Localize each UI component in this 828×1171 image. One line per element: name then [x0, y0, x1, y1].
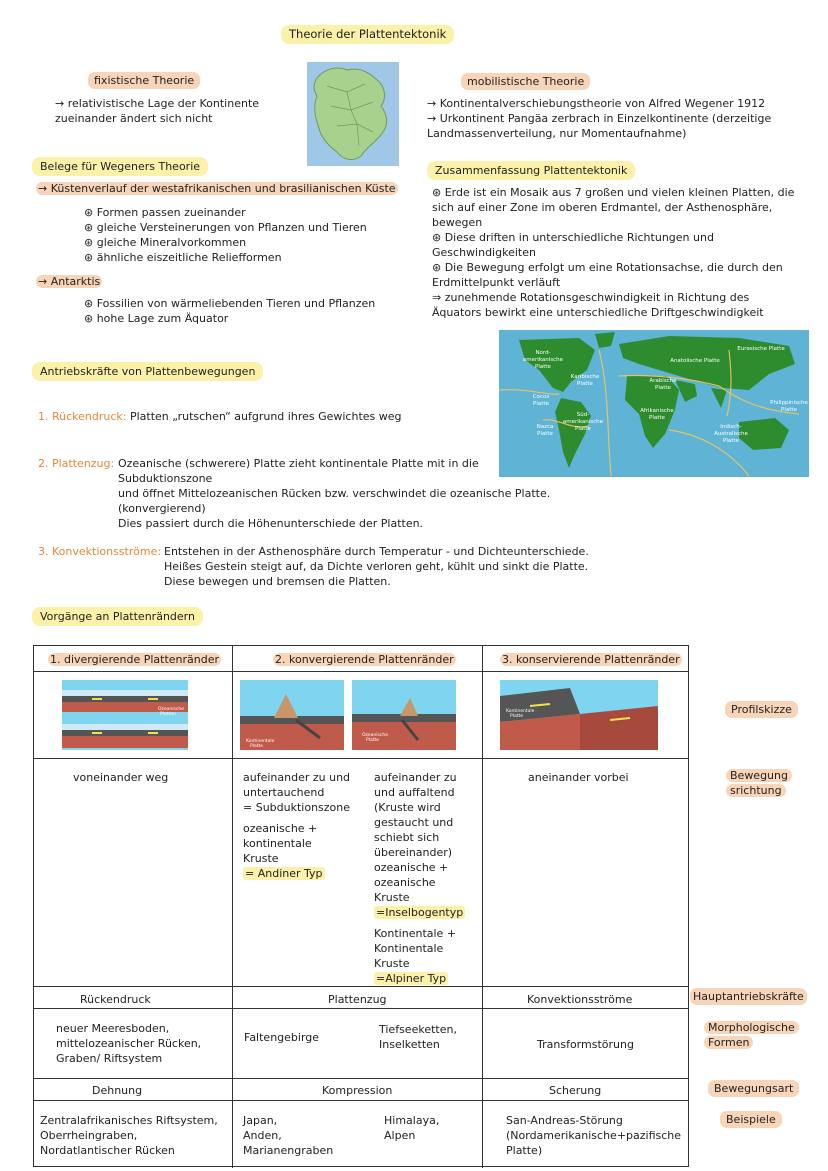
belege-sub2: → Antarktis — [38, 275, 101, 288]
map-label: amerikanische — [522, 357, 564, 363]
sketch-transform — [500, 680, 658, 750]
zusammen-text: ⊛ Erde ist ein Mosaik aus 7 großen und vielen kleinen Platten, die sich auf einer Zone im oberen Erdmantel, der Asthenosphäre, bewegen ⊛ Diese driften in unterschiedliche Richtungen und Geschwindigkeiten ⊛ Die Bewegung erfolgt um eine Rotationsachse, die durch den Erdmittelpunkt verläuft ⇒ zunehmende Rotationsgeschwindigkeit in Richtung des Äquators bewirkt eine unterschiedliche Driftgeschwindigkeit — [432, 186, 795, 319]
map-label: Arabische — [649, 378, 677, 384]
bewegung-transform: aneinander vorbei — [528, 771, 629, 784]
art-divergent: Dehnung — [92, 1084, 143, 1097]
mob-text: → Kontinentalverschiebungstheorie von Alfred Wegener 1912 → Urkontinent Pangäa zerbrach in Einzelkontinente (derzeitige Landmassenverteilung, nur Momentaufnahme) — [427, 97, 772, 140]
bewegung-andean: aufeinander zu und untertauchend = Subduktionszone ozeanische + kontinentale Kruste = Andiner Typ — [243, 771, 351, 880]
map-label: Nazca — [536, 424, 554, 430]
map-label: Platte — [533, 401, 549, 407]
col-header-divergierend: 1. divergierende Plattenränder — [50, 653, 220, 666]
svg-text:Ozeanische: Ozeanische — [362, 733, 388, 738]
sketch-convergent-island — [352, 680, 456, 750]
antrieb-transform: Konvektionsströme — [527, 993, 633, 1006]
map-label: Platte — [537, 431, 553, 437]
antrieb-convergent: Plattenzug — [328, 993, 387, 1006]
map-label: Platte — [577, 381, 593, 387]
map-label: Anatolische Platte — [670, 358, 720, 364]
map-label: Platte — [535, 364, 551, 370]
map-label: Karibische — [570, 374, 600, 380]
svg-text:Kontinentale: Kontinentale — [506, 709, 535, 714]
side-bewegungsart: Bewegungsart — [708, 1080, 799, 1097]
world-plates-map — [499, 330, 809, 477]
fix-heading: fixistische Theorie — [88, 72, 200, 89]
svg-text:Ozeanische: Ozeanische — [158, 707, 184, 712]
map-label: Indisch- — [720, 424, 742, 430]
antrieb-heading: Antriebskräfte von Plattenbewegungen — [32, 362, 263, 381]
map-label: Eurasische Platte — [737, 346, 785, 352]
map-label: Platte — [723, 438, 739, 444]
belege-heading: Belege für Wegeners Theorie — [32, 157, 208, 176]
art-convergent: Kompression — [322, 1084, 393, 1097]
side-hauptantrieb: Hauptantriebskräfte — [690, 988, 807, 1005]
konvektion-label: 3. Konvektionsströme: — [38, 545, 162, 558]
formen-andean: Faltengebirge — [244, 1031, 320, 1044]
bewegung-divergent: voneinander weg — [73, 771, 169, 784]
col-header-konvergierend: 2. konvergierende Plattenränder — [275, 653, 454, 666]
formen-transform: Transformstörung — [537, 1038, 634, 1051]
map-label: Australische — [714, 431, 748, 437]
map-label: Afrikanische — [640, 408, 674, 414]
page-title: Theorie der Plattentektonik — [281, 25, 454, 44]
map-label: amerikanische — [562, 419, 604, 425]
map-label: Nord- — [535, 350, 551, 356]
side-bewegungsrichtung: Bewegung srichtung — [726, 768, 792, 798]
map-label: Cocos — [532, 394, 550, 400]
svg-text:Platten: Platten — [160, 712, 176, 717]
antrieb-divergent: Rückendruck — [80, 993, 151, 1006]
fix-text: → relativistische Lage der Kontinente zueinander ändert sich nicht — [55, 97, 260, 125]
map-label: Süd- — [576, 412, 590, 418]
svg-text:Platte: Platte — [250, 744, 264, 749]
belege-sub1: → Küstenverlauf der westafrikanischen und brasilianischen Küste — [38, 182, 396, 195]
side-profilskizze: Profilskizze — [725, 701, 798, 718]
map-label: Philippinische — [770, 400, 808, 406]
svg-text:Platte: Platte — [366, 738, 380, 743]
sketch-divergent — [62, 680, 188, 750]
beispiele-andean: Japan, Anden, Marianengraben — [243, 1114, 334, 1157]
sketch-convergent-andean — [240, 680, 344, 750]
side-morphologische-formen: Morphologische Formen — [704, 1020, 799, 1050]
zusammen-heading: Zusammenfassung Plattentektonik — [427, 161, 635, 180]
belege-list1: ⊛ Formen passen zueinander ⊛ gleiche Versteinerungen von Pflanzen und Tieren ⊛ gleiche Mineralvorkommen ⊛ ähnliche eiszeitliche Reliefformen — [84, 206, 367, 264]
belege-list2: ⊛ Fossilien von wärmeliebenden Tieren und Pflanzen ⊛ hohe Lage zum Äquator — [84, 297, 376, 325]
bewegung-island: aufeinander zu und auffaltend (Kruste wird gestaucht und schiebt sich übereinander) ozeanische + ozeanische Kruste =Inselbogentyp Kontinentale + Kontinentale Kruste =Alpiner Typ — [374, 771, 464, 985]
svg-text:Platte: Platte — [510, 714, 524, 719]
vorgaenge-heading: Vorgänge an Plattenrändern — [32, 607, 203, 626]
formen-island: Tiefseeketten, Inselketten — [379, 1023, 457, 1051]
beispiele-transform: San-Andreas-Störung (Nordamerikanische+pazifische Platte) — [506, 1114, 682, 1157]
pangaea-map — [307, 62, 399, 166]
rueckendruck-row: 1. Rückendruck: Platten „rutschen“ aufgrund ihres Gewichtes weg — [38, 410, 402, 423]
map-label: Platte — [649, 415, 665, 421]
svg-text:Kontinentale: Kontinentale — [246, 739, 275, 744]
plate-boundary-table — [33, 645, 689, 1167]
map-label: Platte — [781, 407, 797, 413]
plattenzug-label: 2. Plattenzug: — [38, 457, 115, 470]
formen-divergent: neuer Meeresboden, mittelozeanischer Rücken, Graben/ Riftsystem — [56, 1022, 202, 1065]
art-transform: Scherung — [549, 1084, 602, 1097]
plattenzug-text: Ozeanische (schwerere) Platte zieht kontinentale Platte mit in die Subduktionszone und öffnet Mittelozeanischen Rücken bzw. verschwindet die ozeanische Platte. (konvergierend) Dies passiert durch die Höhenunterschiede der Platten. — [118, 457, 551, 530]
beispiele-island: Himalaya, Alpen — [384, 1114, 440, 1142]
beispiele-divergent: Zentralafrikanisches Riftsystem, Oberrheingraben, Nordatlantischer Rücken — [40, 1114, 218, 1157]
map-label: Platte — [655, 385, 671, 391]
map-label: Platte — [575, 426, 591, 432]
side-beispiele: Beispiele — [720, 1111, 782, 1128]
col-header-konservierend: 3. konservierende Plattenränder — [502, 653, 680, 666]
konvektion-text: Entstehen in der Asthenosphäre durch Temperatur - und Dichteunterschiede. Heißes Gestein steigt auf, da Dichte verloren geht, kühlt und sinkt die Platte. Diese bewegen und bremsen die Platten. — [164, 545, 589, 588]
mob-heading: mobilistische Theorie — [461, 73, 590, 90]
